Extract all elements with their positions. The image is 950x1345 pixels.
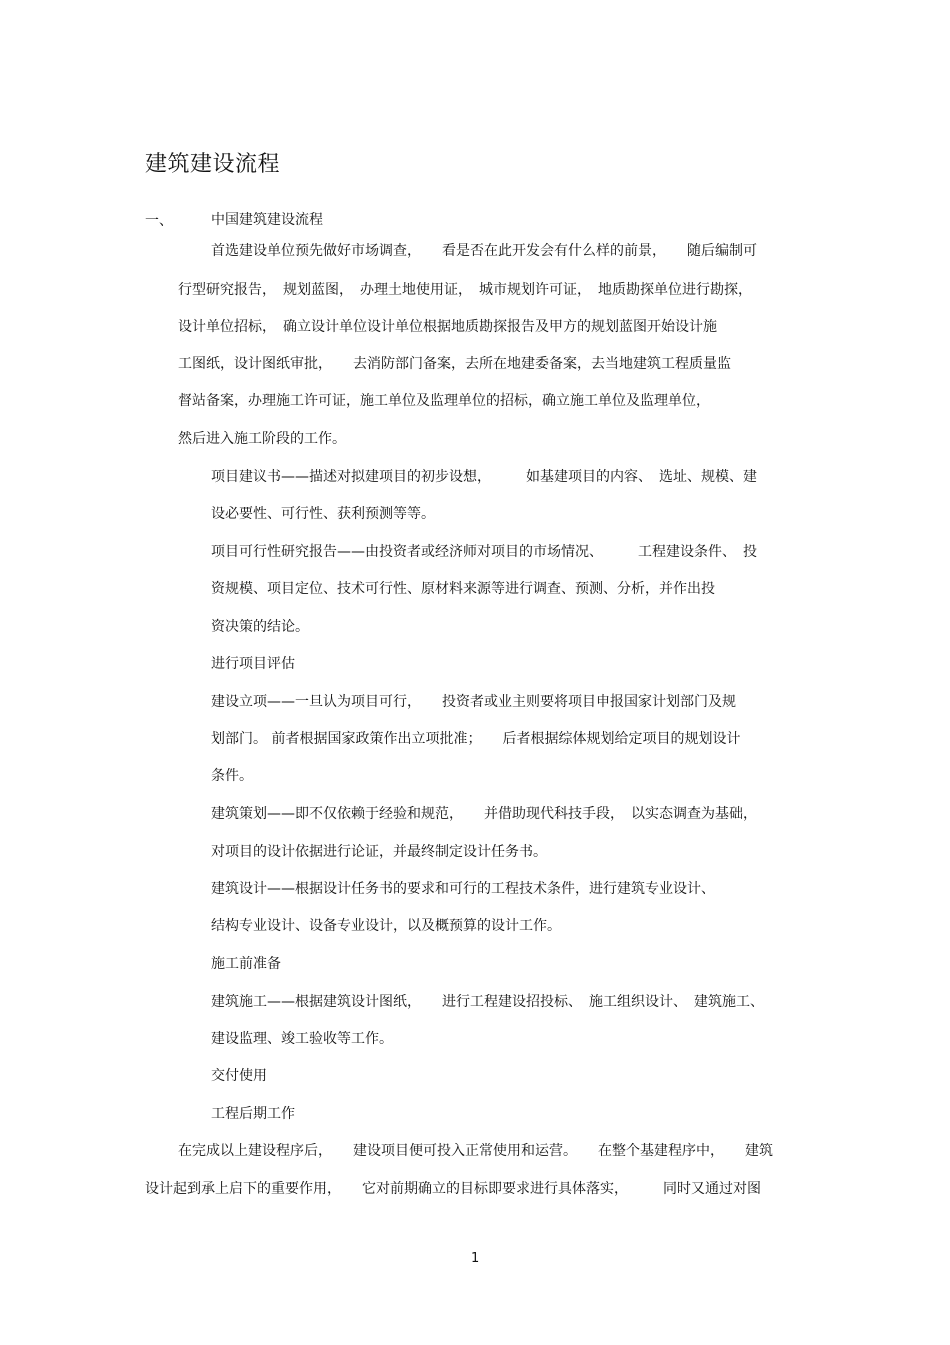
paragraph-line: 建筑施工——根据建筑设计图纸， 进行工程建设招投标、 施工组织设计、 建筑施工、 [211,994,764,1010]
paragraph-line: 首选建设单位预先做好市场调查， 看是否在此开发会有什么样的前景， 随后编制可 [211,243,757,259]
paragraph-line: 设必要性、可行性、获利预测等等。 [211,506,435,522]
section-number: 一、 [145,213,173,229]
paragraph-line: 交付使用 [211,1068,267,1084]
paragraph-line: 条件。 [211,768,253,784]
document-title: 建筑建设流程 [145,152,281,177]
paragraph-line: 建筑设计——根据设计任务书的要求和可行的工程技术条件，进行建筑专业设计、 [211,881,715,897]
paragraph-line: 督站备案，办理施工许可证，施工单位及监理单位的招标，确立施工单位及监理单位， [178,393,710,409]
paragraph-line: 项目建议书——描述对拟建项目的初步设想， 如基建项目的内容、 选址、规模、建 [211,469,757,485]
paragraph-line: 然后进入施工阶段的工作。 [178,431,346,447]
paragraph-line: 对项目的设计依据进行论证，并最终制定设计任务书。 [211,844,547,860]
paragraph-line: 项目可行性研究报告——由投资者或经济师对项目的市场情况、 工程建设条件、 投 [211,544,757,560]
paragraph-line: 设计单位招标， 确立设计单位设计单位根据地质勘探报告及甲方的规划蓝图开始设计施 [178,319,717,335]
paragraph-line: 资规模、项目定位、技术可行性、原材料来源等进行调查、预测、分析，并作出投 [211,581,715,597]
paragraph-line: 划部门。 前者根据国家政策作出立项批准； 后者根据综体规划给定项目的规划设计 [211,731,741,747]
paragraph-line: 进行项目评估 [211,656,295,672]
paragraph-line: 工图纸，设计图纸审批， 去消防部门备案，去所在地建委备案，去当地建筑工程质量监 [178,356,731,372]
paragraph-line: 结构专业设计、设备专业设计，以及概预算的设计工作。 [211,918,561,934]
paragraph-line: 施工前准备 [211,956,281,972]
paragraph-line: 建设监理、竣工验收等工作。 [211,1031,393,1047]
section-heading: 中国建筑建设流程 [211,212,323,228]
paragraph-line: 资决策的结论。 [211,619,309,635]
paragraph-line: 设计起到承上启下的重要作用， 它对前期确立的目标即要求进行具体落实， 同时又通过对图 [145,1181,761,1197]
paragraph-line: 在完成以上建设程序后， 建设项目便可投入正常使用和运营。 在整个基建程序中， 建筑 [178,1143,773,1159]
paragraph-line: 行型研究报告， 规划蓝图， 办理土地使用证， 城市规划许可证， 地质勘探单位进行勘探， [178,282,752,298]
page-number: 1 [471,1251,480,1266]
paragraph-line: 建设立项——一旦认为项目可行， 投资者或业主则要将项目申报国家计划部门及规 [211,694,736,710]
paragraph-line: 建筑策划——即不仅依赖于经验和规范， 并借助现代科技手段， 以实态调查为基础， [211,806,757,822]
paragraph-line: 工程后期工作 [211,1106,295,1122]
